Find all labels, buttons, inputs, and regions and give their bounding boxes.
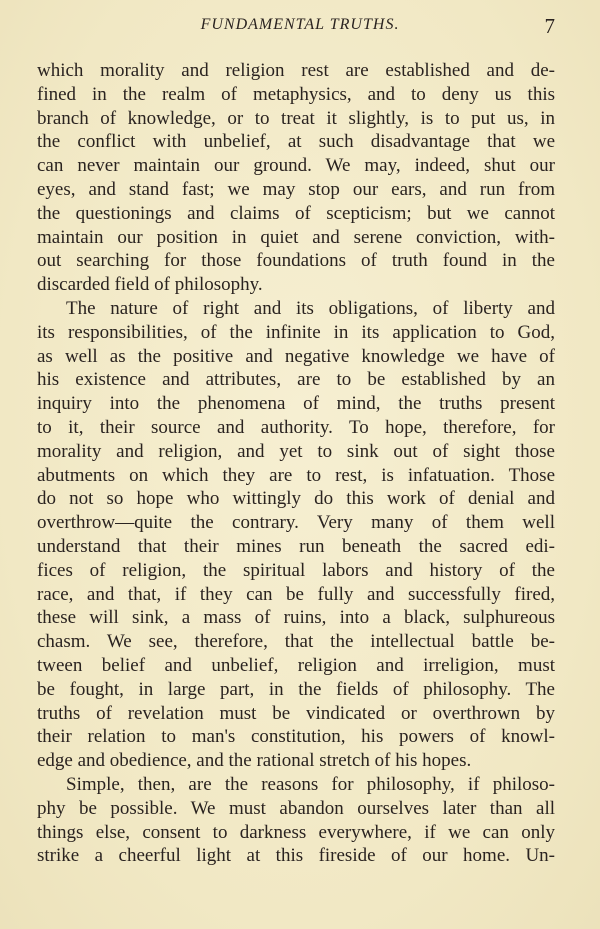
text-line: be fought, in large part, in the fields of philosophy. The xyxy=(37,678,555,700)
text-line: edge and obedience, and the rational stretch of his hopes. xyxy=(37,750,472,772)
text-line: fices of religion, the spiritual labors and history of the xyxy=(37,559,555,581)
text-line: as well as the positive and negative knowledge we have of xyxy=(37,345,555,367)
running-head-title: FUNDAMENTAL TRUTHS. xyxy=(200,16,400,33)
text-line: Simple, then, are the reasons for philosophy, if philoso- xyxy=(66,773,555,795)
text-line: understand that their mines run beneath the sacred edi- xyxy=(37,535,555,557)
text-line: overthrow—quite the contrary. Very many of them well xyxy=(37,512,555,534)
text-line: maintain our position in quiet and serene conviction, with- xyxy=(37,226,555,248)
text-line: morality and religion, and yet to sink out of sight those xyxy=(37,440,555,462)
text-line: can never maintain our ground. We may, indeed, shut our xyxy=(37,155,555,177)
text-line: inquiry into the phenomena of mind, the truths present xyxy=(37,393,555,415)
text-line: phy be possible. We must abandon ourselves later than all xyxy=(37,797,555,819)
paragraph xyxy=(37,297,555,773)
text-line: his existence and attributes, are to be established by an xyxy=(37,369,555,391)
paragraph xyxy=(37,773,555,868)
paragraph xyxy=(37,59,555,297)
text-line: which morality and religion rest are established and de- xyxy=(37,60,555,81)
running-header xyxy=(0,14,600,40)
text-line: things else, consent to darkness everywhere, if we can only xyxy=(37,821,555,843)
text-line: eyes, and stand fast; we may stop our ears, and run from xyxy=(37,178,555,200)
text-line: its responsibilities, of the infinite in its application to God, xyxy=(37,321,555,343)
text-line: tween belief and unbelief, religion and irreligion, must xyxy=(37,654,555,676)
text-line: the questionings and claims of scepticism; but we cannot xyxy=(37,202,555,224)
text-line: discarded field of philosophy. xyxy=(37,274,263,296)
text-line: branch of knowledge, or to treat it slightly, is to put us, in xyxy=(37,107,555,129)
text-line: truths of revelation must be vindicated or overthrown by xyxy=(37,702,555,724)
text-line: chasm. We see, therefore, that the intellectual battle be- xyxy=(37,631,555,653)
text-line: do not so hope who wittingly do this work of denial and xyxy=(37,488,555,510)
text-line: race, and that, if they can be fully and successfully fired, xyxy=(37,583,555,605)
page-number: 7 xyxy=(544,14,555,38)
text-line: strike a cheerful light at this fireside of our home. Un- xyxy=(37,845,555,867)
text-line: abutments on which they are to rest, is infatuation. Those xyxy=(37,464,555,486)
text-line: these will sink, a mass of ruins, into a black, sulphureous xyxy=(37,607,555,629)
text-line: fined in the realm of metaphysics, and to deny us this xyxy=(37,83,555,105)
text-line: The nature of right and its obligations, of liberty and xyxy=(66,297,555,319)
text-line: the conflict with unbelief, at such disadvantage that we xyxy=(37,131,555,153)
text-line: out searching for those foundations of truth found in the xyxy=(37,250,555,272)
text-line: to it, their source and authority. To hope, therefore, for xyxy=(37,416,555,438)
body-text xyxy=(37,59,555,868)
text-line: their relation to man's constitution, his powers of knowl- xyxy=(37,726,555,748)
